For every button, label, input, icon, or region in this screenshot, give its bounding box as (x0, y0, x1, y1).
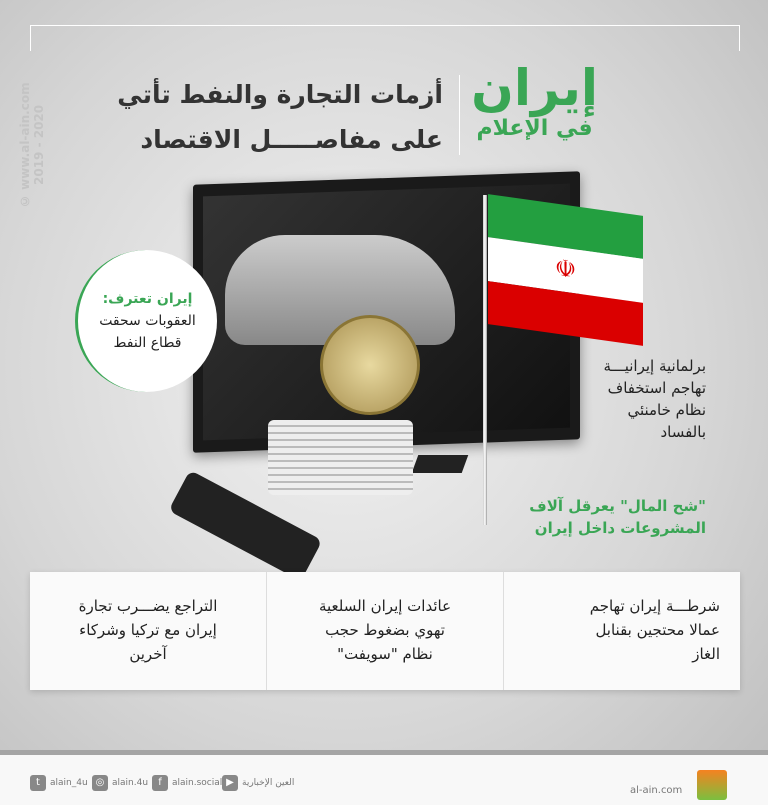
text-line: نظام "سويفت" (337, 645, 433, 663)
text-line: تهاجم استخفاف (607, 379, 706, 397)
frame-tick (30, 25, 31, 51)
facebook-link[interactable] (152, 775, 222, 791)
youtube-link[interactable] (222, 775, 294, 791)
footer (0, 755, 768, 805)
title-divider (459, 75, 460, 155)
brand-subtitle: في الإعلام (476, 116, 593, 141)
headline-right (604, 355, 707, 443)
watermark: © www.al-ain.com 2019 - 2020 (18, 82, 46, 208)
text-line: التراجع يضـــرب تجارة (78, 597, 218, 615)
text-line: نظام خامنئي (627, 401, 706, 419)
text-line: الغاز (692, 645, 720, 663)
text-line: بالفساد (660, 423, 706, 441)
brand-name: إيران (471, 59, 598, 117)
headline-green (529, 495, 706, 539)
twitter-handle: alain_4u (50, 778, 88, 788)
youtube-handle: العين الإخبارية (242, 778, 295, 788)
instagram-link[interactable] (92, 775, 148, 791)
text-line: المشروعات داخل إيران (534, 519, 706, 537)
headline-card (30, 572, 266, 690)
iran-flag-icon: ☫ (488, 194, 643, 346)
site-url[interactable]: al-ain.com (630, 785, 683, 796)
instagram-handle: alain.4u (112, 778, 149, 788)
instagram-icon: ◎ (92, 775, 108, 791)
text-line: آخرين (129, 645, 167, 663)
headline-card (266, 572, 503, 690)
tv-stand (412, 455, 469, 473)
text-line: "شح المال" يعرقل آلاف (529, 497, 706, 515)
text-line: تهوي بضغوط حجب (325, 621, 445, 639)
circle-text: قطاع النفط (113, 335, 182, 351)
circle-heading: إيران تعترف: (102, 291, 193, 307)
circle-text: العقوبات سحقت (99, 313, 196, 329)
headline-cards (30, 572, 740, 690)
text-line: عائدات إيران السلعية (318, 597, 452, 615)
text-line: عمالا محتجين بقنابل (595, 621, 720, 639)
frame-line (30, 25, 740, 26)
flag-pole (483, 195, 487, 525)
youtube-icon: ▶ (222, 775, 238, 791)
headline-circle (75, 250, 217, 392)
title-line: على مفاصـــــل الاقتصاد (140, 125, 443, 154)
newspapers-illustration (268, 420, 413, 495)
facebook-handle: alain.social (172, 778, 223, 788)
facebook-icon: f (152, 775, 168, 791)
title-line: أزمات التجارة والنفط تأتي (117, 80, 443, 109)
headline-card (503, 572, 740, 690)
alain-logo (697, 770, 727, 800)
page-title (117, 72, 443, 162)
coin-illustration (320, 315, 420, 415)
twitter-link[interactable] (30, 775, 88, 791)
text-line: إيران مع تركيا وشركاء (79, 621, 217, 639)
brand-block (471, 60, 598, 141)
text-line: برلمانية إيرانيـــة (603, 357, 706, 375)
frame-tick (739, 25, 740, 51)
twitter-icon: t (30, 775, 46, 791)
text-line: شرطـــة إيران تهاجم (589, 597, 720, 615)
